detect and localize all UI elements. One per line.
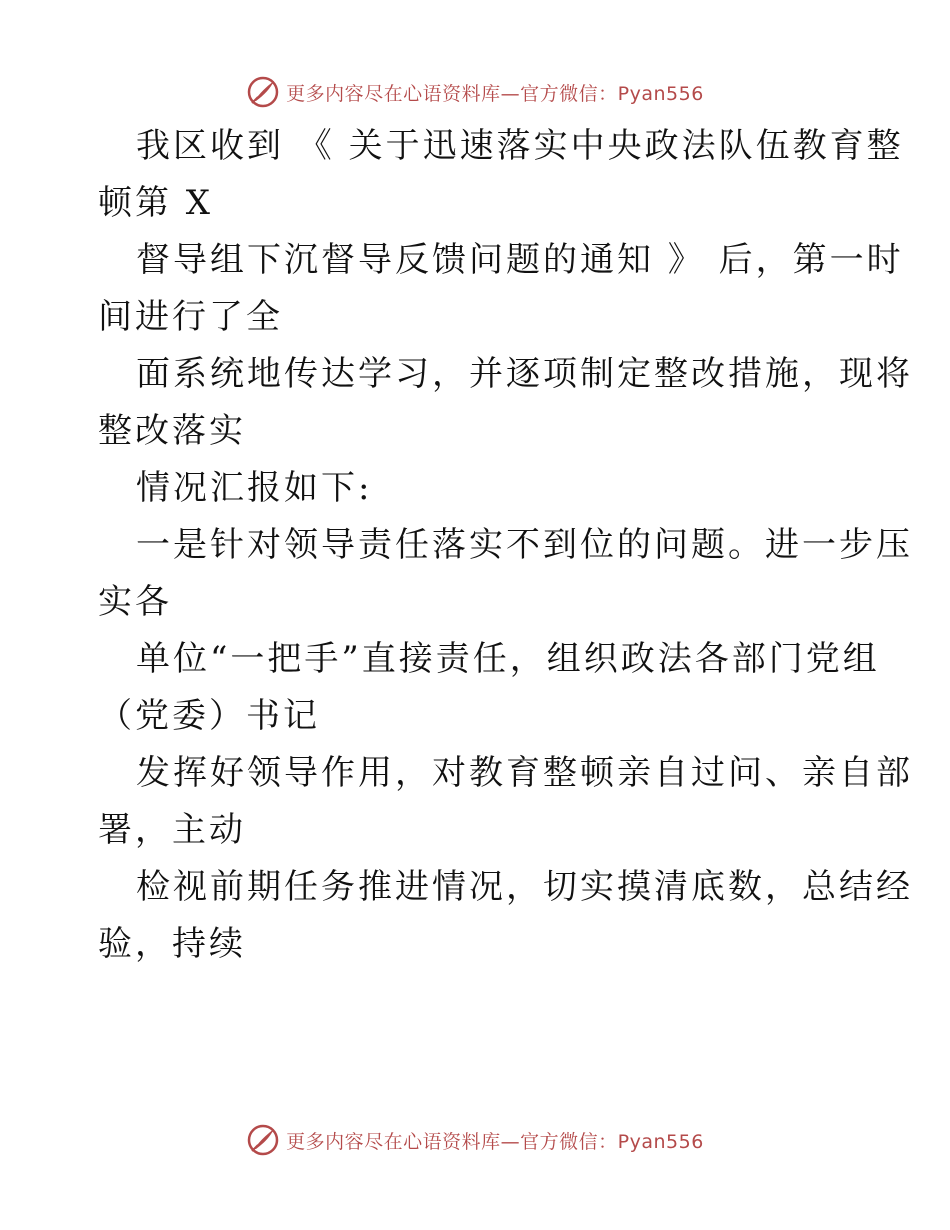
document-body [98,118,913,973]
text-line: （党委）书记 [98,696,320,736]
text-line: 我区收到 《 关于迅速落实中央政法队伍教育整 [136,126,904,166]
text-line: 情况汇报如下: [136,468,373,508]
watermark-text: 更多内容尽在心语资料库—官方微信：Pyan556 [286,82,704,105]
watermark-text: 更多内容尽在心语资料库—官方微信：Pyan556 [286,1130,704,1153]
text-line: 单位“一把手”直接责任，组织政法各部门党组 [136,639,880,679]
text-line: 顿第 X [98,183,214,223]
text-line: 间进行了全 [98,297,283,337]
text-line: 督导组下沉督导反馈问题的通知 》 后，第一时 [136,240,904,280]
text-line: 一是针对领导责任落实不到位的问题。进一步压 [136,525,913,565]
text-line: 面系统地传达学习，并逐项制定整改措施，现将 [136,354,913,394]
text-line: 实各 [98,582,172,622]
text-line: 署，主动 [98,810,246,850]
text-line: 验，持续 [98,924,246,964]
feather-pen-logo-icon [246,75,280,109]
text-line: 整改落实 [98,411,246,451]
text-line: 发挥好领导作用，对教育整顿亲自过问、亲自部 [136,753,913,793]
feather-pen-logo-icon [246,1123,280,1157]
header-watermark [0,72,950,112]
text-line: 检视前期任务推进情况，切实摸清底数，总结经 [136,867,913,907]
footer-watermark [0,1120,950,1160]
